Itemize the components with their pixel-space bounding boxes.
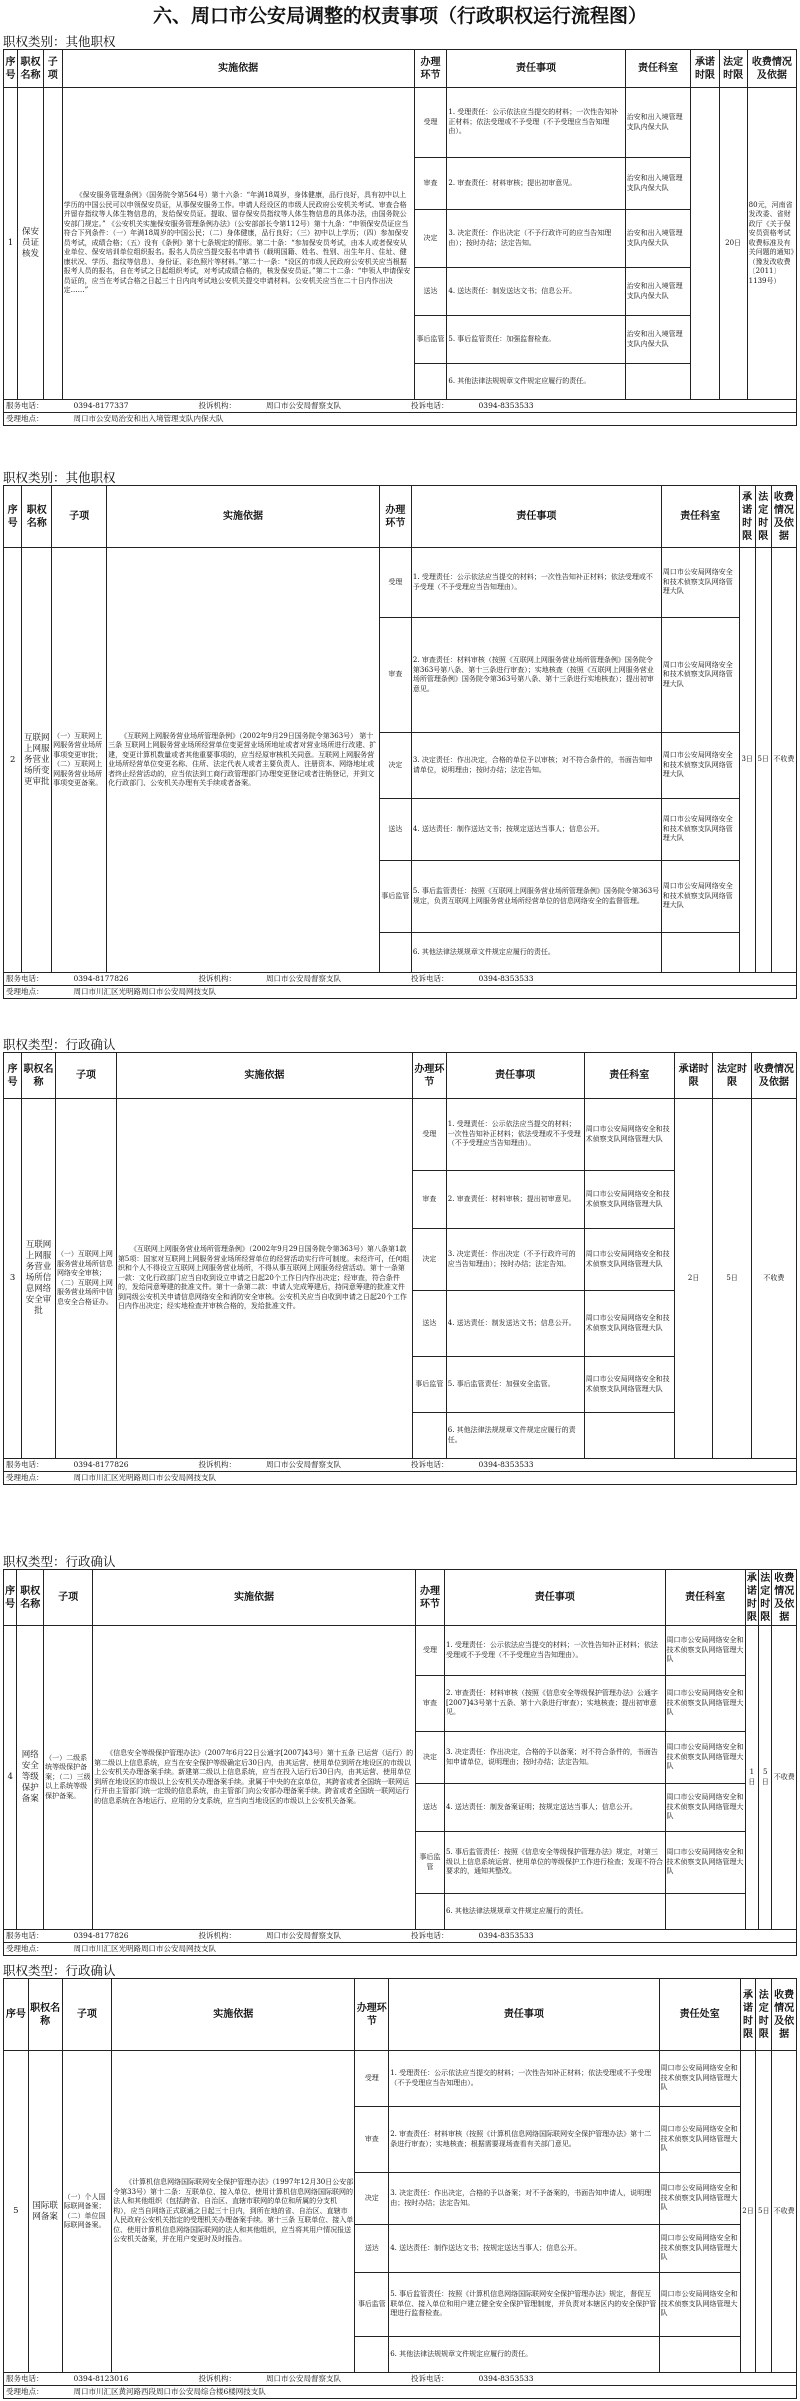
category-label: 职权类型：行政确认	[3, 1963, 116, 1978]
seq-cell: 1	[4, 88, 18, 400]
legal-time-cell: 5日	[755, 548, 771, 973]
service-footer	[3, 1459, 797, 1472]
responsibility-cell: 1. 受理责任：公示依法应当提交的材料；一次性告知补正材料；依法受理或不予受理（不予受理应当告知理由）。	[411, 548, 661, 618]
step-cell: 送达	[414, 268, 447, 316]
service-phone-label: 服务电话：	[6, 1460, 44, 1469]
department-cell	[584, 1413, 674, 1459]
complaint-phone	[411, 2374, 564, 2383]
header-legal: 法定时限	[759, 1570, 772, 1626]
legal-basis-cell: 《信息安全等级保护管理办法》（2007年6月22日公通字[2007]43号）第十五条 已运营（运行）的第二级以上信息系统，应当在安全保护等级确定后30日内，由其运营、使用单位到所在地设区的市级以上公安机关办理备案手续。新建第二级以上信息系统，应当在投入运行后30日内，由其运营、使用单位到所在地设区的市级以上公安机关办理备案手续。隶属于中央的在京单位，其跨省或者全国统一联网运行并由主管部门统一定级的信息系统，由主管部门向公安部办理备案手续。跨省或者全国统一联网运行的信息系统在各地运行、应用的分支系统，应当向当地设区的市级以上公安机关备案。	[93, 1626, 416, 1930]
step-cell: 审查	[412, 1171, 446, 1229]
section-1	[3, 34, 797, 426]
section-4	[3, 1554, 797, 1956]
header-step: 办理环节	[414, 50, 447, 88]
promise-time-cell: 3日	[739, 548, 755, 973]
legal-time-cell: 5日	[713, 1099, 751, 1459]
header-seq: 序号	[4, 1979, 29, 2051]
category-label: 职权类别：其他职权	[3, 34, 116, 49]
department-cell: 周口市公安局网络安全和技术侦察支队网络管理大队	[661, 548, 739, 618]
step-cell: 送达	[379, 799, 411, 861]
responsibility-cell: 5. 事后监管责任：加强监督检查。	[447, 316, 625, 364]
promise-time-cell: 2日	[740, 2051, 756, 2373]
step-cell: 送达	[416, 1784, 445, 1832]
complaint-phone-label: 投诉电话：	[411, 1460, 449, 1469]
responsibility-cell: 4. 送达责任：制发送达文书；信息公开。	[447, 268, 625, 316]
department-cell: 周口市公安局网络安全和技术侦察支队网络管理大队	[661, 618, 739, 733]
service-phone-value: 0394-8177337	[73, 401, 129, 410]
responsibility-cell: 3. 决定责任：作出决定（不予行政许可的应当告知理由）；按时办结；法定告知。	[446, 1229, 584, 1291]
complaint-org-value: 周口市公安局督察支队	[266, 1460, 342, 1469]
legal-basis-cell: 《互联网上网服务营业场所管理条例》（2002年9月29日国务院令第363号） 第十三条 互联网上网服务营业场所经营单位变更营业场所地址或者对营业场所进行改建、扩建，变更计算机数量或者其他重要事项的，应当经原审核机关同意。互联网上网服务营业场所经营单位变更名称、住所、法定代表人或者主要负责人、注册资本、网络地址或者终止经营活动的，应当依法到工商行政管理部门办理变更登记或者注销登记，并到文化行政部门、公安机关办理有关手续或者备案。	[107, 548, 380, 973]
step-cell: 事后监管	[355, 2273, 389, 2337]
department-cell: 周口市公安局网络安全和技术侦察支队网络管理大队	[665, 1626, 745, 1676]
complaint-org-label: 投诉机构：	[198, 974, 237, 983]
department-cell: 周口市公安局网络安全和技术侦察支队网络管理大队	[659, 2225, 740, 2273]
header-row	[4, 1053, 797, 1099]
complaint-phone	[411, 1931, 564, 1940]
legal-time-cell: 5日	[759, 1626, 772, 1930]
complaint-phone-value: 0394-8353533	[478, 974, 534, 983]
power-name-cell: 互联网上网服务营业场所信息网络安全审批	[22, 1099, 56, 1459]
department-cell: 治安和出入境管理支队内保大队	[625, 158, 691, 210]
service-phone-value: 0394-8177826	[73, 1460, 129, 1469]
header-legal: 法定时限	[719, 50, 747, 88]
responsibility-cell: 4. 送达责任：制发送达文书；信息公开。	[446, 1291, 584, 1357]
header-seq: 序号	[4, 50, 18, 88]
step-cell: 决定	[414, 210, 447, 268]
department-cell: 周口市公安局网络安全和技术侦察支队网络管理大队	[584, 1171, 674, 1229]
department-cell: 周口市公安局网络安全和技术侦察支队网络管理大队	[659, 2273, 740, 2337]
department-cell: 治安和出入境管理支队内保大队	[625, 210, 691, 268]
complaint-phone-label: 投诉电话：	[411, 974, 449, 983]
header-dept: 责任科室	[625, 50, 691, 88]
department-cell: 治安和出入境管理支队内保大队	[625, 268, 691, 316]
fee-cell: 不收费	[772, 2051, 797, 2373]
step-cell	[412, 1413, 446, 1459]
address-label: 受理地点：	[6, 414, 44, 423]
responsibility-cell: 2. 审查责任：材料审核（按照《互联网上网服务营业场所管理条例》国务院令第363号第八条、第十三条进行审查）；实地核查（按照《互联网上网服务营业场所管理条例》国务院令第363号第八条、第十三条进行实地核查）；提出初审意见。	[411, 618, 661, 733]
service-footer	[3, 973, 797, 986]
address-footer	[3, 413, 797, 426]
step-cell: 审查	[379, 618, 411, 733]
service-footer	[3, 1930, 797, 1943]
complaint-org	[199, 1931, 372, 1940]
step-cell: 决定	[379, 733, 411, 799]
complaint-phone-value: 0394-8353533	[478, 2374, 534, 2383]
step-cell: 决定	[355, 2173, 389, 2225]
department-cell	[665, 1894, 745, 1930]
address-value: 周口市公安局治安和出入境管理支队内保大队	[73, 414, 224, 423]
step-cell: 受理	[416, 1626, 445, 1676]
department-cell: 周口市公安局网络安全和技术侦察支队网络管理大队	[584, 1357, 674, 1413]
header-resp: 责任事项	[389, 1979, 659, 2051]
header-dept: 责任科室	[661, 486, 739, 548]
responsibility-cell: 6. 其他法律法规规章文件规定应履行的责任。	[445, 1894, 666, 1930]
header-resp: 责任事项	[445, 1570, 666, 1626]
complaint-phone-value: 0394-8353533	[478, 401, 534, 410]
responsibility-cell: 2. 审查责任：材料审核；提出初审意见。	[446, 1171, 584, 1229]
header-row	[4, 486, 797, 548]
sub-item-cell: （一）个人国际联网备案；（二）单位国际联网备案。	[62, 2051, 112, 2373]
step-cell: 受理	[355, 2051, 389, 2107]
service-phone	[6, 2374, 159, 2383]
header-basis: 实施依据	[112, 1979, 355, 2051]
header-basis: 实施依据	[107, 486, 380, 548]
section-3	[3, 1037, 797, 1485]
header-fee: 收费情况及依据	[772, 1570, 797, 1626]
legal-time-cell: 20日	[719, 88, 747, 400]
department-cell: 周口市公安局网络安全和技术侦察支队网络管理大队	[584, 1099, 674, 1171]
step-cell: 决定	[412, 1229, 446, 1291]
section-2	[3, 470, 797, 999]
responsibility-cell: 4. 送达责任：制作送达文书；按规定送达当事人；信息公开。	[411, 799, 661, 861]
responsibility-cell: 6. 其他法律法规规章文件规定应履行的责任。	[446, 1413, 584, 1459]
responsibility-cell: 6. 其他法律法规规章文件规定应履行的责任。	[447, 364, 625, 400]
responsibility-cell: 3. 决定责任：作出决定，合格的予以备案；对不符合条件的，书面告知申请单位，说明理由；按时办结；法定告知。	[445, 1732, 666, 1784]
step-cell: 送达	[412, 1291, 446, 1357]
complaint-org	[199, 2374, 372, 2383]
complaint-org-label: 投诉机构：	[198, 1460, 237, 1469]
sub-item-cell	[43, 88, 62, 400]
step-cell: 事后监管	[379, 861, 411, 933]
fee-cell: 80元，河南省发改委、省财政厅《关于保安员资格考试收费标准及有关问题的通知》（豫发改收费〔2011〕1139号）	[747, 88, 796, 400]
fee-cell: 不收费	[771, 548, 796, 973]
header-name: 职权名称	[17, 1570, 44, 1626]
step-cell: 受理	[414, 88, 447, 158]
department-cell: 周口市公安局网络安全和技术侦察支队网络管理大队	[665, 1784, 745, 1832]
service-phone-value: 0394-8177826	[73, 1931, 129, 1940]
service-phone-label: 服务电话：	[6, 974, 44, 983]
department-cell: 治安和出入境管理支队内保大队	[625, 316, 691, 364]
legal-basis-cell: 《互联网上网服务营业场所管理条例》（2002年9月29日国务院令第363号）第八条第1款第5项：国家对互联网上网服务营业场所经营单位的经营活动实行许可制度。未经许可，任何组织和个人不得设立互联网上网服务营业场所，不得从事互联网上网服务经营活动。第十一条第一款：文化行政部门应当自收到设立申请之日起20个工作日内作出决定；经审查，符合条件的，发给同意筹建的批准文件。第十一条第二款：申请人完成筹建后，持同意筹建的批准文件到同级公安机关申请信息网络安全和消防安全审核。公安机关应当自收到申请之日起20个工作日内作出决定；经实地检查并审核合格的，发给批准文件。	[116, 1099, 412, 1459]
promise-time-cell: 2日	[674, 1099, 712, 1459]
responsibility-cell: 2. 审查责任：材料审核（按照《信息安全等级保护管理办法》公通字[2007]43号第十五条、第十六条进行审查）；实地核查；提出初审意见。	[445, 1676, 666, 1732]
promise-time-cell	[691, 88, 719, 400]
power-name-cell: 保安员证核发	[18, 88, 44, 400]
responsibility-cell: 6. 其他法律法规规章文件规定应履行的责任。	[411, 933, 661, 973]
address-value: 周口市川汇区光明路周口市公安局网技支队	[73, 1473, 216, 1482]
service-phone	[6, 974, 159, 983]
address-label: 受理地点：	[6, 1473, 44, 1482]
category-label: 职权类型：行政确认	[3, 1554, 116, 1569]
legal-time-cell: 5日	[756, 2051, 772, 2373]
address-footer	[3, 1943, 797, 1956]
fee-cell: 不收费	[751, 1099, 796, 1459]
complaint-org	[199, 1460, 372, 1469]
department-cell: 周口市公安局网络安全和技术侦察支队网络管理大队	[661, 861, 739, 933]
sub-item-cell: （一）互联网上网服务营业场所事项变更审批；（二）互联网上网服务营业场所事项变更备案。	[52, 548, 107, 973]
header-fee: 收费情况及依据	[772, 1979, 797, 2051]
step-cell: 审查	[355, 2107, 389, 2173]
complaint-org	[199, 401, 372, 410]
header-step: 办理环节	[379, 486, 411, 548]
department-cell	[625, 364, 691, 400]
step-cell: 决定	[416, 1732, 445, 1784]
department-cell: 周口市公安局网络安全和技术侦察支队网络管理大队	[659, 2173, 740, 2225]
category-label: 职权类别：其他职权	[3, 470, 116, 485]
responsibility-cell: 4. 送达责任：制发备案证明；按规定送达当事人；信息公开。	[445, 1784, 666, 1832]
address-value: 周口市川汇区光明路周口市公安局网技支队	[73, 1944, 216, 1953]
address-value: 周口市川汇区黄河路西段周口市公安局综合楼6楼网技支队	[73, 2387, 266, 2396]
department-cell: 周口市公安局网络安全和技术侦察支队网络管理大队	[584, 1291, 674, 1357]
header-legal: 法定时限	[755, 486, 771, 548]
header-sub: 子项	[43, 50, 62, 88]
header-dept-alt: 责任处室	[659, 1979, 740, 2051]
section-5	[3, 1963, 797, 2399]
table-row	[4, 548, 797, 618]
department-cell: 周口市公安局网络安全和技术侦察支队网络管理大队	[665, 1676, 745, 1732]
seq-cell: 3	[4, 1099, 22, 1459]
step-cell: 审查	[416, 1676, 445, 1732]
service-phone-label: 服务电话：	[6, 1931, 44, 1940]
header-fee: 收费情况及依据	[751, 1053, 796, 1099]
address-label: 受理地点：	[6, 987, 44, 996]
seq-cell: 2	[4, 548, 22, 973]
header-seq: 序号	[4, 1570, 17, 1626]
responsibility-cell: 2. 审查责任：材料审核；提出初审意见。	[447, 158, 625, 210]
address-label: 受理地点：	[6, 1944, 44, 1953]
complaint-phone-label: 投诉电话：	[411, 1931, 449, 1940]
complaint-org	[199, 974, 372, 983]
table-row	[4, 1626, 797, 1676]
complaint-org-label: 投诉机构：	[198, 401, 237, 410]
responsibility-cell: 5. 事后监管责任：按照《互联网上网服务营业场所管理条例》国务院令第363号规定，负责互联网上网服务营业场所经营单位的信息网络安全的监督管理。	[411, 861, 661, 933]
header-sub: 子项	[62, 1979, 112, 2051]
responsibility-cell: 5. 事后监管责任：按照《计算机信息网络国际联网安全保护管理办法》规定，督促互联单位、接入单位和用户建立健全安全保护管理制度，并负责对本辖区内的安全保护管理进行监督检查。	[389, 2273, 659, 2337]
complaint-phone	[411, 401, 564, 410]
address-value: 周口市川汇区光明路周口市公安局网技支队	[73, 987, 216, 996]
power-table	[3, 1052, 797, 1459]
department-cell: 治安和出入境管理支队内保大队	[625, 88, 691, 158]
department-cell: 周口市公安局网络安全和技术侦察支队网络管理大队	[661, 799, 739, 861]
address-footer	[3, 986, 797, 999]
service-phone-label: 服务电话：	[6, 401, 44, 410]
header-name: 职权名称	[22, 1053, 56, 1099]
header-basis: 实施依据	[62, 50, 414, 88]
step-cell	[416, 1894, 445, 1930]
responsibility-cell: 1. 受理责任：公示依法应当提交的材料；一次性告知补正材料；依法受理或不予受理（不予受理应当告知理由）。	[447, 88, 625, 158]
table-row	[4, 1099, 797, 1171]
header-step: 办理环节	[416, 1570, 445, 1626]
legal-basis-cell: 《计算机信息网络国际联网安全保护管理办法》（1997年12月30日公安部令第33号）第十二条：互联单位、接入单位、使用计算机信息网络国际联网的法人和其他组织（包括跨省、自治区、直辖市联网的单位和所属的分支机构），应当自网络正式联通之日起三十日内，到所在地的省、自治区、直辖市人民政府公安机关指定的受理机关办理备案手续。第十三条 互联单位、接入单位、使用计算机信息网络国际联网的法人和其他组织，应当将其用户情况报送公安机关备案，并在用户变更时及时报告。	[112, 2051, 355, 2373]
department-cell: 周口市公安局网络安全和技术侦察支队网络管理大队	[584, 1229, 674, 1291]
service-footer	[3, 2373, 797, 2386]
header-fee: 收费情况及依据	[747, 50, 796, 88]
department-cell: 周口市公安局网络安全和技术侦察支队网络管理大队	[659, 2107, 740, 2173]
header-dept: 责任科室	[584, 1053, 674, 1099]
step-cell	[379, 933, 411, 973]
header-name: 职权名称	[28, 1979, 62, 2051]
responsibility-cell: 3. 决定责任：作出决定，合格的予以备案；对不予备案的，书面告知申请人，说明理由；按时办结；法定告知。	[389, 2173, 659, 2225]
complaint-org-value: 周口市公安局督察支队	[266, 1931, 342, 1940]
table-row	[4, 88, 797, 158]
complaint-phone-value: 0394-8353533	[478, 1931, 534, 1940]
complaint-phone	[411, 1460, 564, 1469]
category-label: 职权类型：行政确认	[3, 1037, 116, 1052]
step-cell: 事后监管	[414, 316, 447, 364]
power-table	[3, 1978, 797, 2373]
header-resp: 责任事项	[447, 50, 625, 88]
step-cell: 受理	[379, 548, 411, 618]
header-promise: 承诺时限	[745, 1570, 758, 1626]
header-fee: 收费情况及依据	[771, 486, 796, 548]
seq-cell: 4	[4, 1626, 17, 1930]
responsibility-cell: 2. 审查责任：材料审核（按照《计算机信息网络国际联网安全保护管理办法》第十二条进行审查）；实地核查；根据需要现场查看有关部门意见。	[389, 2107, 659, 2173]
header-legal: 法定时限	[756, 1979, 772, 2051]
service-phone-value: 0394-8177826	[73, 974, 129, 983]
service-footer	[3, 400, 797, 413]
header-promise: 承诺时限	[739, 486, 755, 548]
header-seq: 序号	[4, 1053, 22, 1099]
power-name-cell: 国际联网备案	[28, 2051, 62, 2373]
header-sub: 子项	[52, 486, 107, 548]
header-promise: 承诺时限	[674, 1053, 712, 1099]
responsibility-cell: 5. 事后监管责任：按照《信息安全等级保护管理办法》规定，对第三级以上信息系统运营、使用单位的等级保护工作进行检查；发现不符合要求的，通知其整改。	[445, 1832, 666, 1894]
department-cell: 周口市公安局网络安全和技术侦察支队网络管理大队	[661, 733, 739, 799]
address-label: 受理地点：	[6, 2387, 44, 2396]
sub-item-cell: （一）互联网上网服务营业场所信息网络安全审核；（二）互联网上网服务营业场所中信息安全合格证办。	[55, 1099, 116, 1459]
service-phone	[6, 401, 159, 410]
service-phone-value: 0394-8123016	[73, 2374, 129, 2383]
power-name-cell: 互联网上网服务营业场所变更审批	[22, 548, 52, 973]
step-cell: 审查	[414, 158, 447, 210]
power-table	[3, 1569, 797, 1930]
header-promise: 承诺时限	[691, 50, 719, 88]
address-footer	[3, 2386, 797, 2399]
header-row	[4, 50, 797, 88]
service-phone	[6, 1460, 159, 1469]
power-table	[3, 485, 797, 973]
service-phone-label: 服务电话：	[6, 2374, 44, 2383]
step-cell: 事后监管	[412, 1357, 446, 1413]
header-row	[4, 1979, 797, 2051]
responsibility-cell: 1. 受理责任：公示依法应当提交的材料；一次性告知补正材料；依法受理或不予受理（不予受理应当告知理由）。	[446, 1099, 584, 1171]
header-name: 职权名称	[18, 50, 44, 88]
responsibility-cell: 4. 送达责任：制作送达文书；按规定送达当事人；信息公开。	[389, 2225, 659, 2273]
department-cell	[661, 933, 739, 973]
header-sub: 子项	[55, 1053, 116, 1099]
promise-time-cell: 1日	[745, 1626, 758, 1930]
header-resp: 责任事项	[411, 486, 661, 548]
responsibility-cell: 1. 受理责任：公示依法应当提交的材料；一次性告知补正材料；依法受理或不予受理（不予受理应当告知理由）。	[389, 2051, 659, 2107]
header-step: 办理环节	[355, 1979, 389, 2051]
responsibility-cell: 6. 其他法律法规规章文件规定应履行的责任。	[389, 2337, 659, 2373]
complaint-org-label: 投诉机构：	[198, 1931, 237, 1940]
page-title: 六、周口市公安局调整的权责事项（行政职权运行流程图）	[152, 5, 647, 27]
header-basis: 实施依据	[116, 1053, 412, 1099]
header-basis: 实施依据	[93, 1570, 416, 1626]
header-name: 职权名称	[22, 486, 52, 548]
complaint-phone-label: 投诉电话：	[411, 401, 449, 410]
header-dept: 责任科室	[665, 1570, 745, 1626]
responsibility-cell: 3. 决定责任：作出决定，合格的单位予以审核；对不符合条件的，书面告知申请单位，说明理由；按时办结；法定告知。	[411, 733, 661, 799]
complaint-org-value: 周口市公安局督察支队	[266, 401, 342, 410]
step-cell: 受理	[412, 1099, 446, 1171]
header-legal: 法定时限	[713, 1053, 751, 1099]
header-seq: 序号	[4, 486, 22, 548]
header-sub: 子项	[44, 1570, 93, 1626]
complaint-org-value: 周口市公安局督察支队	[266, 2374, 342, 2383]
header-step: 办理环节	[412, 1053, 446, 1099]
department-cell: 周口市公安局网络安全和技术侦察支队网络管理大队	[665, 1832, 745, 1894]
complaint-phone-value: 0394-8353533	[478, 1460, 534, 1469]
seq-cell: 5	[4, 2051, 29, 2373]
department-cell: 周口市公安局网络安全和技术侦察支队网络管理大队	[659, 2051, 740, 2107]
sub-item-cell: （一）二级系统等级保护备案；（二）三级以上系统等级保护备案。	[44, 1626, 93, 1930]
address-footer	[3, 1472, 797, 1485]
service-phone	[6, 1931, 159, 1940]
complaint-org-label: 投诉机构：	[198, 2374, 237, 2383]
responsibility-cell: 5. 事后监管责任：加强安全监管。	[446, 1357, 584, 1413]
complaint-phone	[411, 974, 564, 983]
step-cell	[355, 2337, 389, 2373]
power-name-cell: 网络安全等级保护备案	[17, 1626, 44, 1930]
header-resp: 责任事项	[446, 1053, 584, 1099]
header-row	[4, 1570, 797, 1626]
fee-cell: 不收费	[772, 1626, 797, 1930]
header-promise: 承诺时限	[740, 1979, 756, 2051]
step-cell	[414, 364, 447, 400]
department-cell: 周口市公安局网络安全和技术侦察支队网络管理大队	[665, 1732, 745, 1784]
complaint-phone-label: 投诉电话：	[411, 2374, 449, 2383]
step-cell: 送达	[355, 2225, 389, 2273]
table-row	[4, 2051, 797, 2107]
responsibility-cell: 1. 受理责任：公示依法应当提交的材料；一次性告知补正材料；依法受理或不予受理（不予受理应当告知理由）。	[445, 1626, 666, 1676]
department-cell	[659, 2337, 740, 2373]
responsibility-cell: 3. 决定责任：作出决定（不予行政许可的应当告知理由）；按时办结；法定告知。	[447, 210, 625, 268]
complaint-org-value: 周口市公安局督察支队	[266, 974, 342, 983]
step-cell: 事后监管	[416, 1832, 445, 1894]
legal-basis-cell: 《保安服务管理条例》（国务院令第564号）第十六条：“年满18周岁，身体健康，品行良好，具有初中以上学历的中国公民可以申领保安员证，从事保安服务工作。申请人经设区的市级人民政府公安机关考试、审查合格并留存指纹等人体生物信息的，发给保安员证。提取、留存保安员指纹等人体生物信息的具体办法，由国务院公安部门规定。” 《公安机关实施保安服务管理条例办法》（公安部部长令第112号）第十九条：“申领保安员证应当符合下列条件：（一）年满18周岁的中国公民；（二）身体健康，品行良好；（三）初中以上学历；（四）参加保安员考试，成绩合格；（五）没有《条例》第十七条规定的情形。第二十条：“参加保安员考试，由本人或者保安从业单位、保安培训单位组织报名。报名人员应当提交报名申请书（载明国籍、姓名、性别、出生年月、住址、健康状况、学历、指纹等信息）、身份证、彩色照片等材料。”第二十一条：“设区的市级人民政府公安机关应当根据报考人员的报名，自在考试之日起组织考试，对考试成绩合格的，核发保安员证。”第二十二条：“申领人申请保安员证的，应当在考试合格之日起三十日内向考试地公安机关提交申请材料。公安机关应当在二十日内作出决定……”	[62, 88, 414, 400]
power-table	[3, 49, 797, 400]
